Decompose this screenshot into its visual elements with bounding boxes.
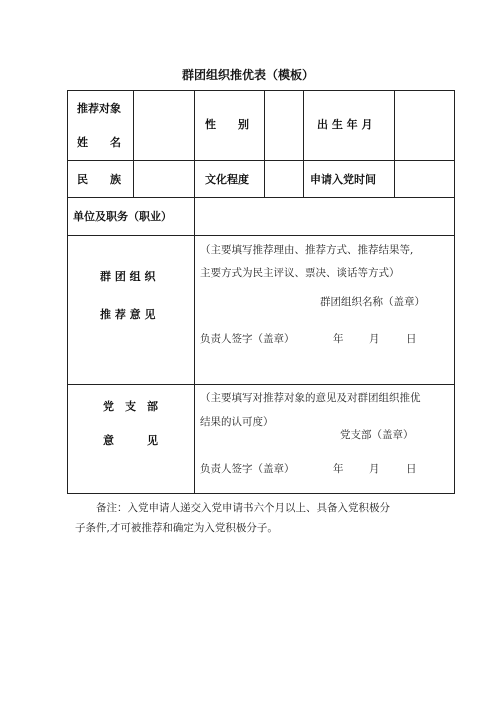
org-recommend-instructions-2: 主要方式为民主评议、票决、谈话等方式） (200, 267, 400, 279)
name-label: 姓 名 (77, 136, 121, 149)
org-day-label: 日 (406, 333, 417, 345)
org-sign-label: 负责人签字（盖章） (200, 333, 295, 345)
footnote-line-1: 备注：入党申请人递交入党申请书六个月以上、具备入党积极分 (96, 502, 390, 514)
party-branch-label: 党 支 部 (103, 400, 158, 413)
row-divider (67, 197, 455, 198)
column-divider (194, 90, 195, 197)
column-divider (264, 90, 265, 197)
branch-day-label: 日 (406, 463, 417, 475)
apply-time-label: 申请入党时间 (310, 173, 376, 186)
row-divider (67, 160, 455, 161)
gender-label: 性 别 (205, 118, 249, 131)
org-month-label: 月 (369, 333, 380, 345)
branch-instructions: （主要填写对推荐对象的意见及对群团组织推优 (200, 392, 421, 404)
branch-instructions-2: 结果的认可度） (200, 416, 274, 428)
row-divider (67, 235, 455, 236)
org-recommend-instructions: （主要填写推荐理由、推荐方式、推荐结果等, (200, 244, 414, 256)
footnote-line-2: 子条件,才可被推荐和确定为入党积极分子。 (75, 522, 278, 534)
branch-sign-label: 负责人签字（盖章） (200, 463, 295, 475)
recommend-target-label: 推荐对象 (77, 102, 121, 115)
birth-date-label: 出 生 年 月 (317, 118, 373, 131)
column-divider (133, 90, 134, 197)
org-year-label: 年 (333, 333, 344, 345)
org-recommend-label: 群 团 组 织 (100, 270, 156, 283)
column-divider (194, 197, 195, 494)
column-divider (394, 90, 395, 197)
org-recommend-label-2: 推 荐 意 见 (100, 308, 156, 321)
branch-seal: 党支部（盖章） (340, 429, 414, 441)
recommendation-form-table (67, 90, 455, 494)
column-divider (303, 90, 304, 197)
unit-position-label: 单位及职务（职业） (73, 210, 172, 223)
branch-month-label: 月 (369, 463, 380, 475)
ethnicity-label: 民 族 (77, 173, 121, 186)
branch-year-label: 年 (333, 463, 344, 475)
education-label: 文化程度 (205, 173, 249, 186)
party-branch-opinion-label: 意 见 (103, 434, 158, 447)
row-divider (67, 384, 455, 385)
org-name-seal: 群团组织名称（盖章） (320, 296, 425, 308)
page-title: 群团组织推优表（模板） (181, 68, 314, 82)
